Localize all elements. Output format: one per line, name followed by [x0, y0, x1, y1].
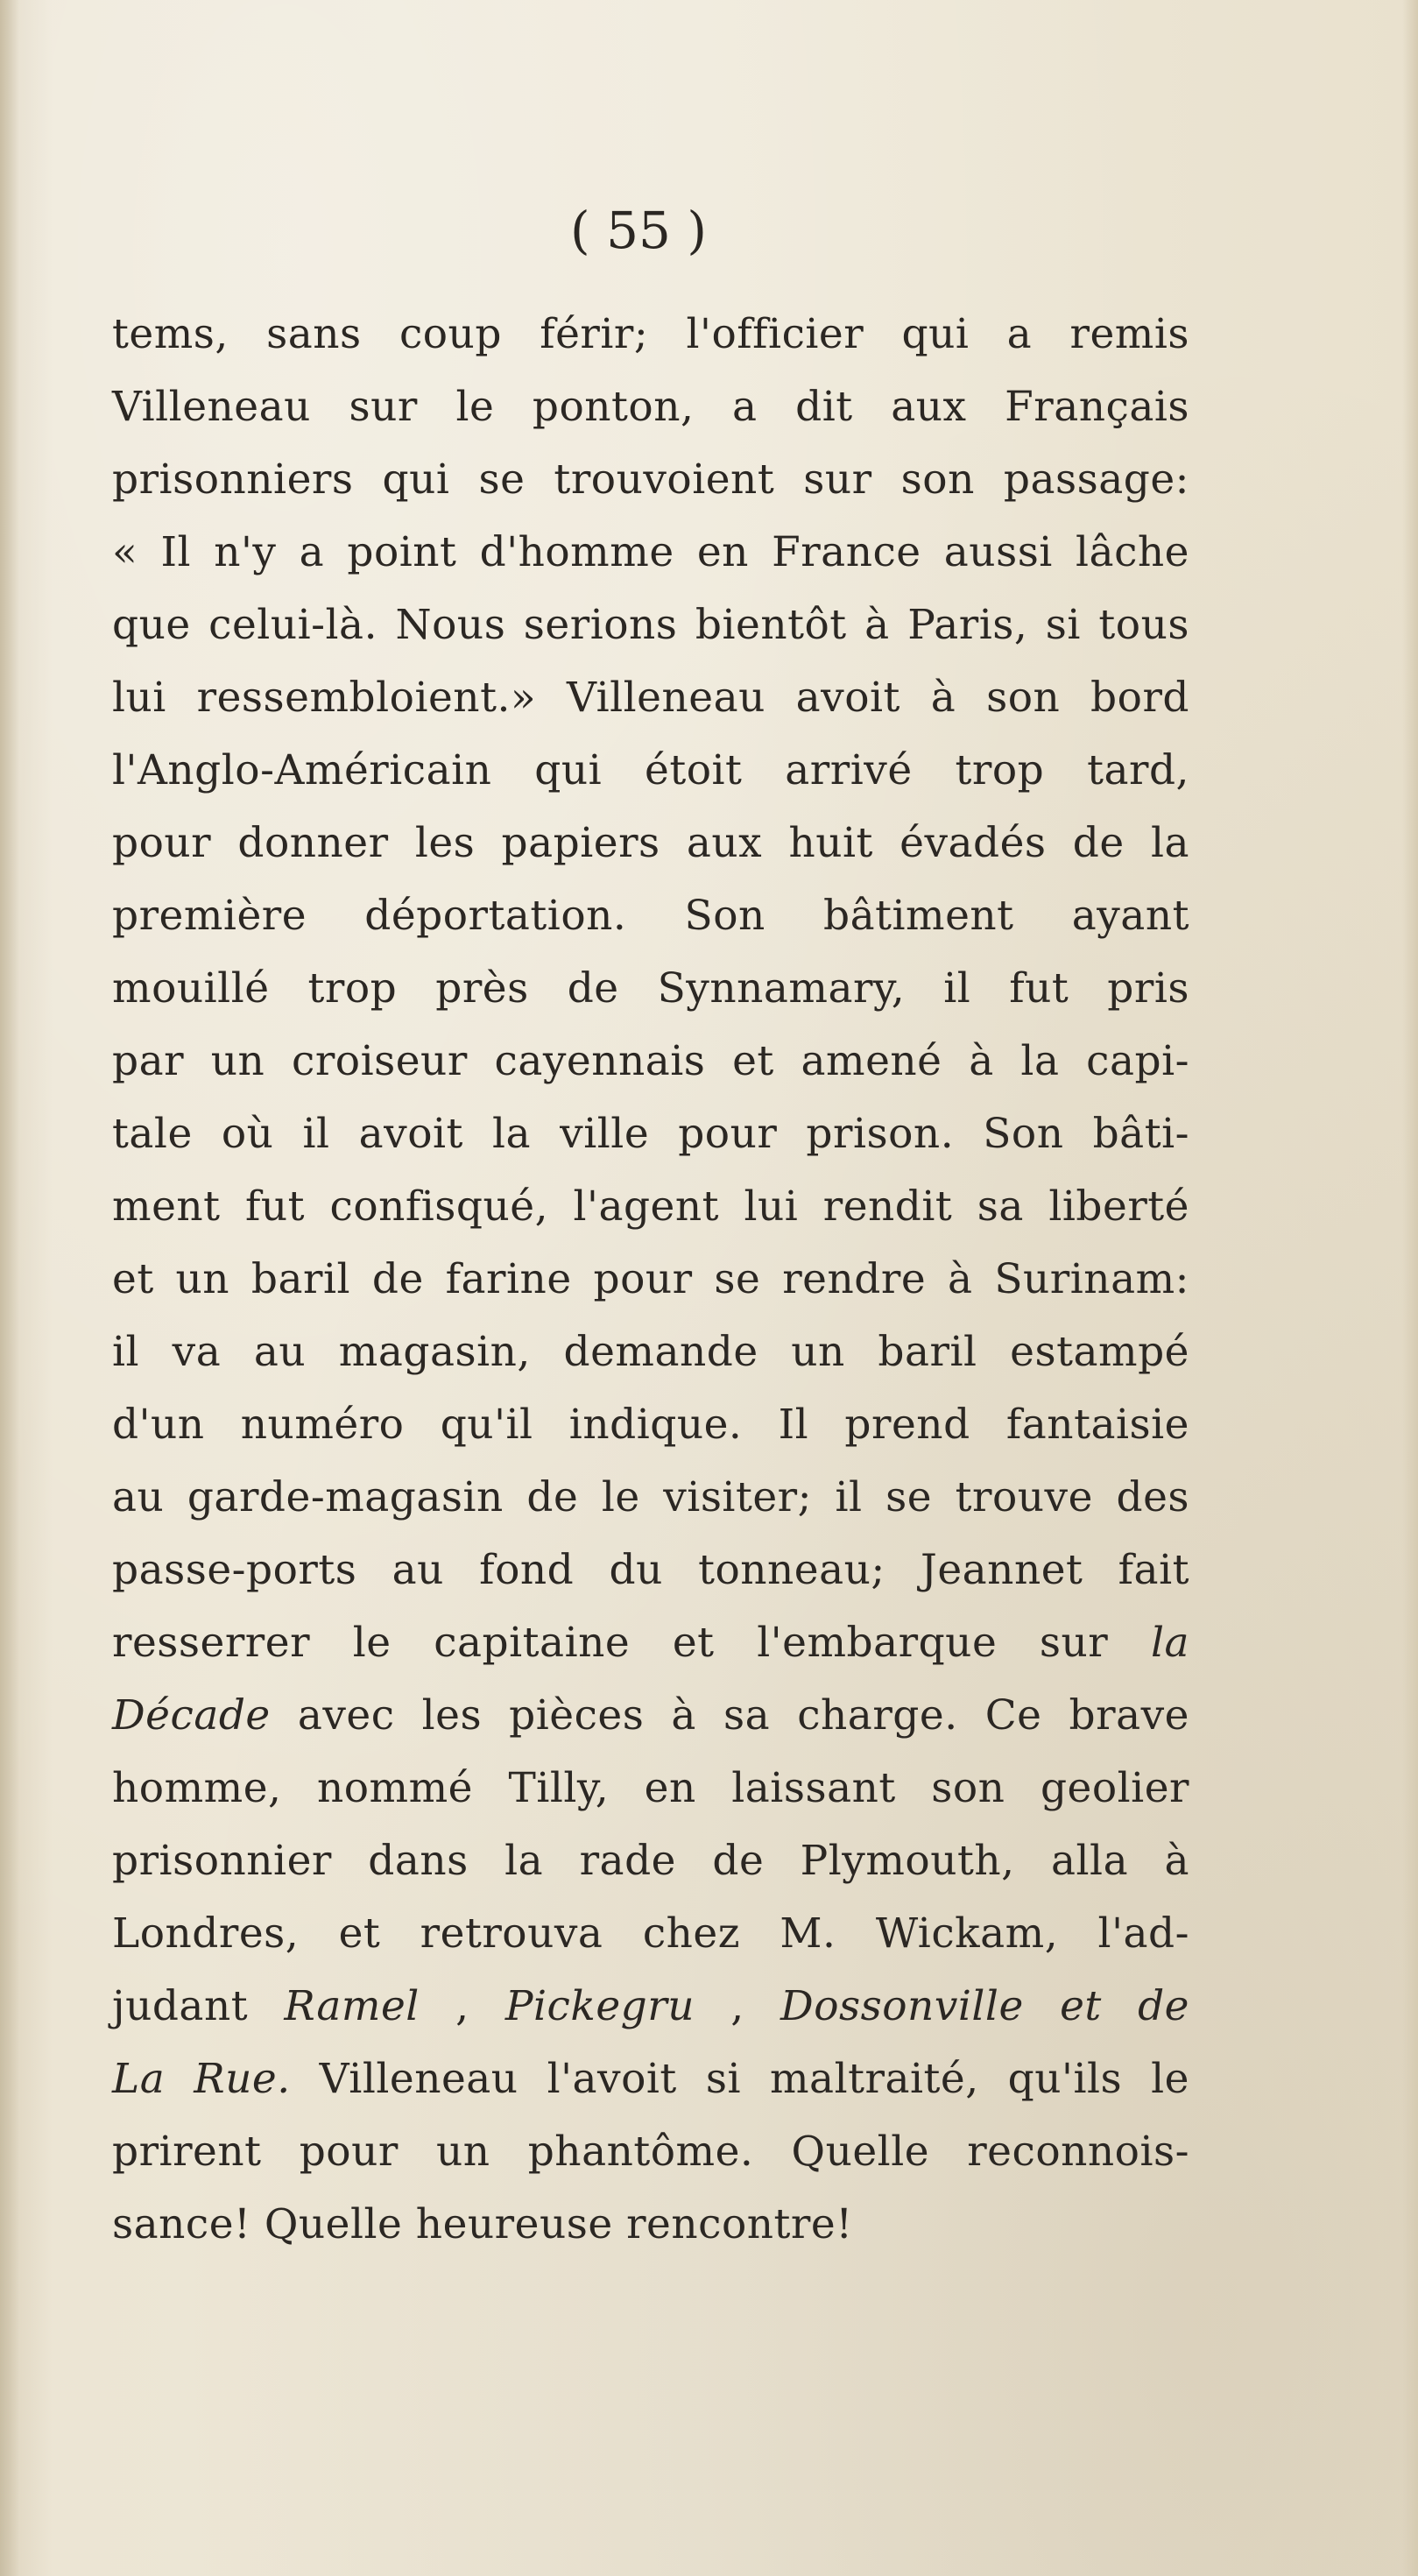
- text-line: Londres, et retrouva chez M. Wickam, l'ad-: [112, 1909, 1189, 1958]
- text-line: prisonniers qui se trouvoient sur son passage:: [112, 455, 1189, 504]
- text-line: « Il n'y a point d'homme en France aussi lâche: [112, 528, 1189, 576]
- page-left-edge-shadow: [0, 0, 19, 2576]
- italic-name: Pickegru: [504, 1982, 695, 2030]
- text-line: d'un numéro qu'il indique. Il prend fantaisie: [112, 1401, 1189, 1449]
- italic-name: La Rue.: [112, 2055, 291, 2103]
- text-line: l'Anglo-Américain qui étoit arrivé trop tard,: [112, 746, 1189, 794]
- text-line: au garde-magasin de le visiter; il se trouve des: [112, 1473, 1189, 1521]
- text-line: homme, nommé Tilly, en laissant son geolier: [112, 1764, 1189, 1812]
- text-line: tems, sans coup férir; l'officier qui a remis: [112, 310, 1189, 358]
- text-line: ment fut confisqué, l'agent lui rendit sa liberté: [112, 1182, 1189, 1231]
- text-line: judant Ramel , Pickegru , Dossonville et de: [112, 1982, 1189, 2030]
- text-line: il va au magasin, demande un baril estampé: [112, 1328, 1189, 1376]
- italic-word: la: [1150, 1619, 1189, 1667]
- text-line: que celui-là. Nous serions bientôt à Paris, si tous: [112, 601, 1189, 649]
- body-text: [112, 298, 1189, 2261]
- text-line: passe-ports au fond du tonneau; Jeannet fait: [112, 1546, 1189, 1594]
- text-line: prirent pour un phantôme. Quelle reconnois-: [112, 2128, 1189, 2176]
- italic-word: Décade: [112, 1691, 271, 1740]
- text-line: pour donner les papiers aux huit évadés de la: [112, 819, 1189, 867]
- text-line: Villeneau sur le ponton, a dit aux Français: [112, 383, 1189, 431]
- page-right-edge-shadow: [1402, 0, 1418, 2576]
- italic-name: Ramel: [284, 1982, 420, 2030]
- text-line: lui ressembloient.» Villeneau avoit à son bord: [112, 674, 1189, 722]
- text-line: La Rue. Villeneau l'avoit si maltraité, qu'ils le: [112, 2055, 1189, 2103]
- text-line: et un baril de farine pour se rendre à Surinam:: [112, 1255, 1189, 1303]
- text-line: par un croiseur cayennais et amené à la capi-: [112, 1037, 1189, 1085]
- text-line: tale où il avoit la ville pour prison. Son bâti-: [112, 1110, 1189, 1158]
- text-line: première déportation. Son bâtiment ayant: [112, 892, 1189, 940]
- italic-name: Dossonville et de: [780, 1982, 1189, 2030]
- text-line: prisonnier dans la rade de Plymouth, alla à: [112, 1837, 1189, 1885]
- text-line: sance! Quelle heureuse rencontre!: [112, 2200, 853, 2248]
- text-line: resserrer le capitaine et l'embarque sur la: [112, 1619, 1189, 1667]
- page-number: ( 55 ): [570, 201, 707, 260]
- text-line: mouillé trop près de Synnamary, il fut pris: [112, 964, 1189, 1013]
- text-line: Décade avec les pièces à sa charge. Ce brave: [112, 1691, 1189, 1740]
